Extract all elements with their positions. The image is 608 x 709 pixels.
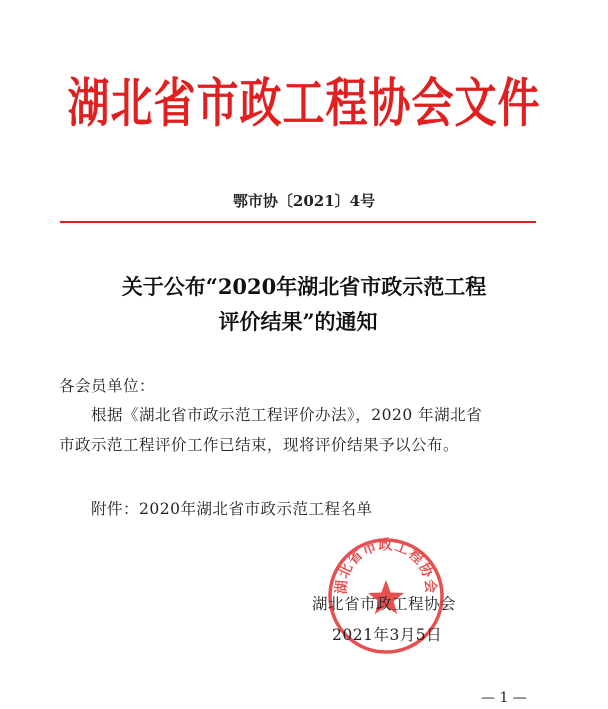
body-paragraph-line-1: 根据《湖北省市政示范工程评价办法》，2020 年湖北省 bbox=[91, 406, 483, 424]
signature-organization: 湖北省市政工程协会 bbox=[312, 595, 457, 613]
notice-title-line-1: 关于公布“2020年湖北省市政示范工程 bbox=[121, 274, 487, 299]
signature-date: 2021年3月5日 bbox=[332, 626, 443, 644]
salutation: 各会员单位： bbox=[59, 377, 156, 395]
notice-title-line-2: 评价结果”的通知 bbox=[218, 309, 378, 334]
page-number: — 1 — bbox=[481, 690, 527, 706]
document-number: 鄂市协〔2021〕4号 bbox=[232, 192, 376, 210]
seal-text: 湖北省市政工程协会 bbox=[333, 537, 439, 595]
body-paragraph-line-2: 市政示范工程评价工作已结束，现将评价结果予以公布。 bbox=[59, 436, 460, 454]
attachment-line: 附件：2020年湖北省市政示范工程名单 bbox=[91, 500, 373, 518]
header-divider bbox=[60, 221, 536, 223]
document-header-title: 湖北省市政工程协会文件 bbox=[67, 72, 541, 134]
